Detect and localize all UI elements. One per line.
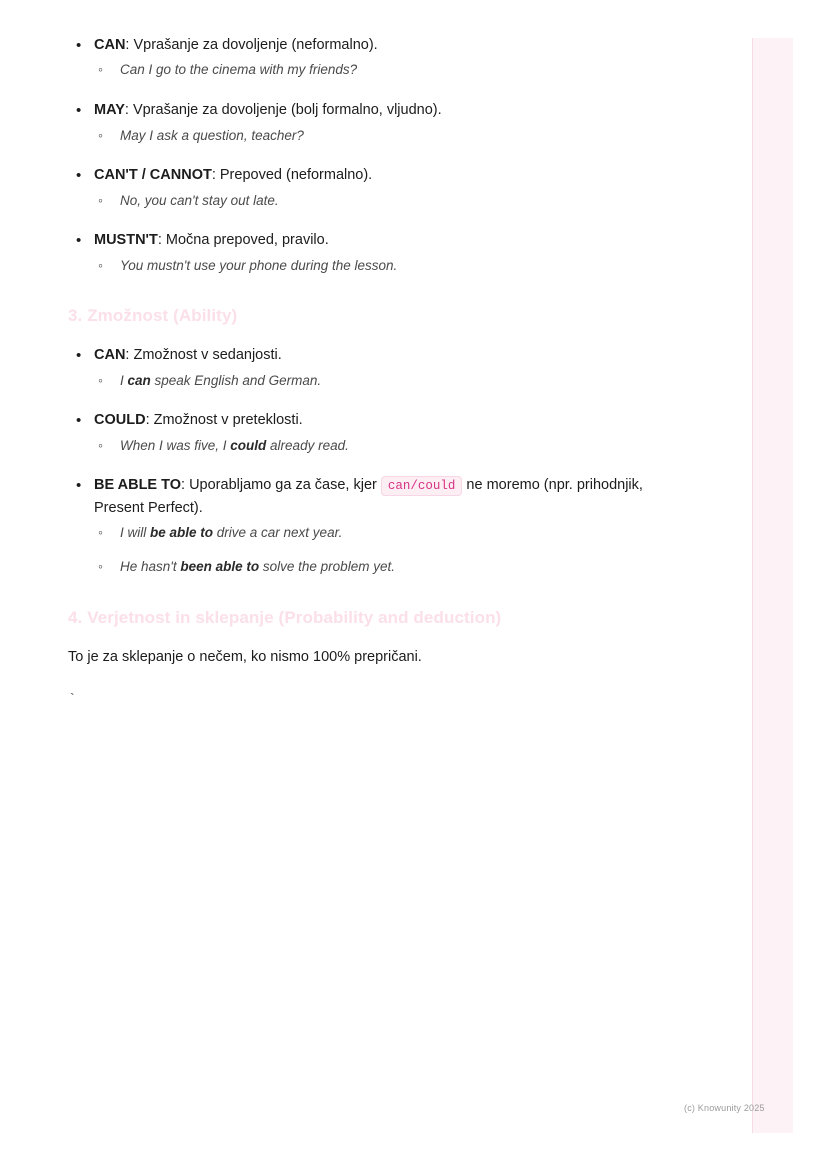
term-label: MUSTN'T [94, 232, 158, 249]
example-text-post: already read. [266, 437, 349, 453]
example-text-bold: could [230, 437, 267, 453]
term-description: : Vprašanje za dovoljenje (bolj formalno, vljudno). [124, 102, 442, 119]
example-list [94, 522, 668, 577]
example-text-pre: I [120, 372, 128, 388]
term-description: : Močna prepoved, pravilo. [157, 232, 329, 249]
example-text-pre: He hasn't [120, 558, 181, 574]
term-label: CAN'T / CANNOT [94, 167, 212, 184]
example-text: You mustn't use your phone during the lesson. [120, 257, 398, 273]
term-label: MAY [94, 102, 125, 119]
term-label: BE ABLE TO [94, 477, 182, 494]
example-text-bold: be able to [150, 525, 214, 541]
example-text-pre: When I was five, I [120, 437, 231, 453]
inline-code-can-could: can/could [381, 476, 463, 496]
term-label: CAN [94, 37, 126, 53]
term-description-after-code: ne moremo (npr. prihodnjik, Present Perfect). [94, 477, 643, 516]
list-item [68, 344, 668, 391]
term-label: CAN [94, 347, 126, 364]
list-item [94, 59, 668, 81]
term-description: : Vprašanje za dovoljenje (neformalno). [125, 37, 378, 53]
example-text-post: speak English and German. [150, 372, 322, 388]
example-text-pre: I will [120, 525, 150, 541]
list-item [94, 370, 668, 392]
list-item [68, 34, 668, 81]
example-text-bold: can [127, 372, 151, 388]
list-item [94, 435, 668, 457]
probability-paragraph: To je za sklepanje o nečem, ko nismo 100% prepričani. [68, 648, 422, 665]
list-item [94, 125, 668, 147]
decorative-side-strip [752, 38, 793, 1133]
example-text-post: drive a car next year. [213, 525, 343, 541]
trailing-backtick: ` [70, 689, 75, 706]
example-text-bold: been able to [180, 558, 260, 574]
list-item [94, 190, 668, 212]
term-description-before-code: : Uporabljamo ga za čase, kjer [181, 477, 381, 494]
document-content [68, 34, 668, 706]
list-item [68, 409, 668, 456]
list-item [94, 522, 668, 544]
example-text: No, you can't stay out late. [120, 192, 279, 208]
example-list [94, 59, 668, 81]
term-description: : Zmožnost v preteklosti. [145, 412, 303, 429]
list-item [94, 255, 668, 277]
term-description: : Zmožnost v sedanjosti. [125, 347, 282, 364]
list-item [68, 229, 668, 276]
example-text: May I ask a question, teacher? [120, 127, 304, 143]
list-item [68, 99, 668, 146]
example-list [94, 190, 668, 212]
term-description: : Prepoved (neformalno). [211, 167, 373, 184]
example-list [94, 255, 668, 277]
section-heading-ability: 3. Zmožnost (Ability) [68, 306, 238, 326]
ability-list [68, 344, 668, 577]
list-item [68, 164, 668, 211]
section-heading-probability: 4. Verjetnost in sklepanje (Probability and deduction) [68, 607, 502, 627]
list-item [68, 474, 668, 577]
example-text-post: solve the problem yet. [259, 558, 395, 574]
term-label: COULD [94, 412, 146, 429]
example-list [94, 370, 668, 392]
example-text: Can I go to the cinema with my friends? [120, 62, 358, 78]
list-item [94, 556, 668, 578]
example-list [94, 435, 668, 457]
example-list [94, 125, 668, 147]
copyright-footer: (c) Knowunity 2025 [684, 1103, 765, 1113]
permission-list [68, 34, 668, 276]
